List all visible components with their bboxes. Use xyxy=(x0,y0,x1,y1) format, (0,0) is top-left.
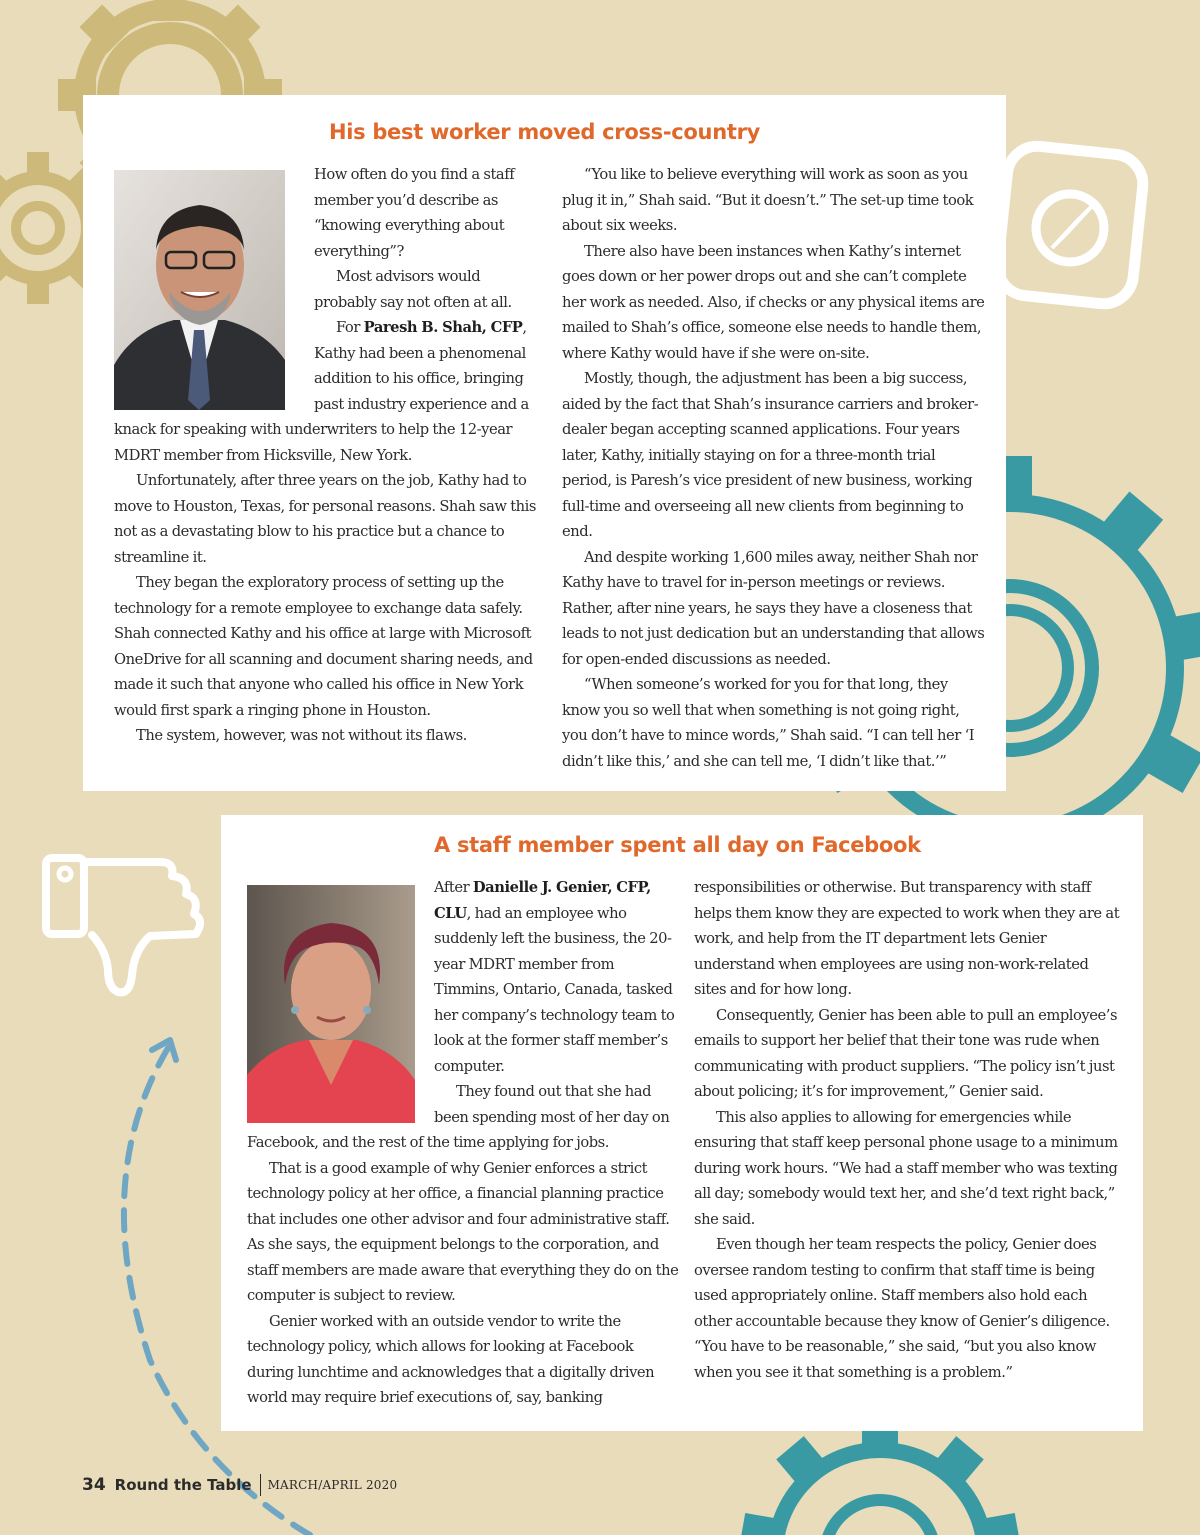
compass-icon xyxy=(995,143,1146,306)
thumbs-down-icon xyxy=(46,858,200,992)
paragraph: That is a good example of why Genier enforces a strict technology policy at her office, a financial planning practice that includes one other advisor and four administrative staff. As she says, the equipment belongs to the corporation, and staff members are made aware that everything they do on the computer is subject to review. xyxy=(247,1159,679,1304)
paragraph: And despite working 1,600 miles away, neither Shah nor Kathy have to travel for in-person meetings or reviews. Rather, after nine years, he says they have a closeness that leads to not just dedication but an understanding that allows for open-ended discussions as needed. xyxy=(562,548,985,668)
paragraph: There also have been instances when Kathy’s internet goes down or her power drops out and she can’t complete her work as needed. Also, if checks or any physical items are mailed to Shah’s office, someone else needs to handle them, where Kathy would have if she were on-site. xyxy=(562,242,985,362)
person-name: Danielle J. Genier, CFP, CLU xyxy=(434,879,651,922)
paragraph: Mostly, though, the adjustment has been a big success, aided by the fact that Shah’s insurance carriers and broker-dealer began accepting scanned applications. Four years later, Kathy, initially staying on for a three-month trial period, is Paresh’s vice president of new business, working full-time and overseeing all new clients from beginning to end. xyxy=(562,370,979,540)
paragraph: How often do you find a staff member you’d describe as “knowing everything about everything”? xyxy=(314,166,515,260)
paragraph: “You like to believe everything will work as soon as you plug it in,” Shah said. “But it doesn’t.” The set-up time took about six weeks. xyxy=(562,166,974,234)
page-footer xyxy=(82,1474,397,1496)
paragraph: “When someone’s worked for you for that long, they know you so well that when something is not going right, you don’t have to mince words,” Shah said. “I can tell her ‘I didn’t like this,’ and she can tell me, ‘I didn’t like that.’” xyxy=(562,676,975,770)
article-column-2 xyxy=(694,875,1124,1385)
paragraph: They found out that she had been spending most of her day on Facebook, and the rest of the time applying for jobs. xyxy=(247,1083,670,1151)
gear-icon xyxy=(739,1415,1021,1535)
article-column-1 xyxy=(114,162,544,749)
magazine-title: Round the Table xyxy=(114,1476,252,1494)
paragraph: responsibilities or otherwise. But transparency with staff helps them know they are expected to work when they are at work, and help from the IT department lets Genier understand when employees are using non-work-related sites and for how long. xyxy=(694,879,1120,998)
article-headline: His best worker moved cross-country xyxy=(328,120,761,144)
paragraph: After Danielle J. Genier, CFP, CLU, had an employee who suddenly left the business, the 20-year MDRT member from Timmins, Ontario, Canada, tasked her company’s technology team to look at the former staff member’s computer. xyxy=(434,879,675,1075)
paragraph: For Paresh B. Shah, CFP, Kathy had been a phenomenal addition to his office, bringing past industry experience and a knack for speaking with underwriters to help the 12-year MDRT member from Hicksville, New York. xyxy=(114,319,529,464)
paragraph: They began the exploratory process of setting up the technology for a remote employee to exchange data safely. Shah connected Kathy and his office at large with Microsoft OneDrive for all scanning and document sharing needs, and made it such that anyone who called his office in New York would first spark a ringing phone in Houston. xyxy=(114,574,533,719)
paragraph: Even though her team respects the policy, Genier does oversee random testing to confirm that staff time is being used appropriately online. Staff members also hold each other accountable because they know of Genier’s diligence. “You have to be reasonable,” she said, “but you also know when you see it that something is a problem.” xyxy=(694,1236,1110,1381)
page-number: 34 xyxy=(82,1475,106,1495)
article-card-shah xyxy=(83,95,1006,791)
paragraph: This also applies to allowing for emergencies while ensuring that staff keep personal phone usage to a minimum during work hours. “We had a staff member who was texting all day; somebody would text her, and she’d text right back,” she said. xyxy=(694,1108,1118,1228)
paragraph: Most advisors would probably say not often at all. xyxy=(314,268,512,311)
paragraph: Unfortunately, after three years on the job, Kathy had to move to Houston, Texas, for personal reasons. Shah saw this not as a devastating blow to his practice but a chance to streamline it. xyxy=(114,472,537,566)
article-column-2 xyxy=(562,162,987,774)
article-headline: A staff member spent all day on Facebook xyxy=(434,833,921,857)
article-card-genier xyxy=(221,815,1143,1431)
paragraph: The system, however, was not without its flaws. xyxy=(136,727,467,744)
issue-date: MARCH/APRIL 2020 xyxy=(267,1478,398,1492)
paragraph: Consequently, Genier has been able to pull an employee’s emails to support her belief that their tone was rude when communicating with product suppliers. “The policy isn’t just about policing; it’s for improvement,” Genier said. xyxy=(694,1006,1118,1100)
paragraph: Genier worked with an outside vendor to write the technology policy, which allows for looking at Facebook during lunchtime and acknowledges that a digitally driven world may require brief executions of, say, banking xyxy=(247,1312,655,1406)
person-name: Paresh B. Shah, CFP xyxy=(363,319,523,336)
footer-divider xyxy=(260,1474,261,1496)
article-column-1 xyxy=(247,875,681,1411)
